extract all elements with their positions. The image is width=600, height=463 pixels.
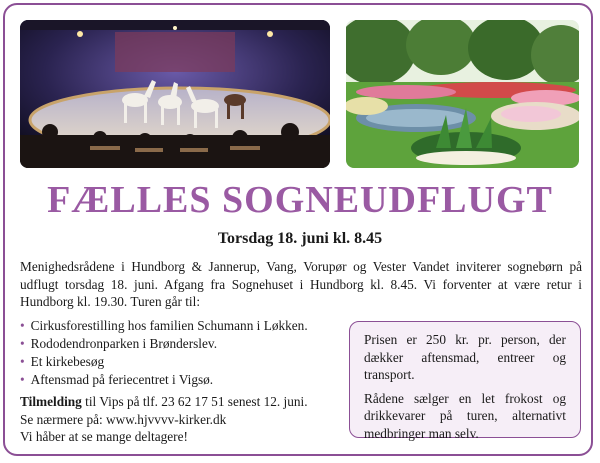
- website-link[interactable]: Se nærmere på: www.hjvvvv-kirker.dk: [20, 411, 227, 427]
- list-item: • Et kirkebesøg: [20, 353, 308, 371]
- list-item: • Cirkusforestilling hos familien Schumann i Løkken.: [20, 317, 308, 335]
- event-date: Torsdag 18. juni kl. 8.45: [217, 230, 383, 247]
- page-title: FÆLLES SOGNEUDFLUGT: [47, 179, 553, 221]
- list-item: • Aftensmad på feriecentret i Vigsø.: [20, 371, 308, 389]
- rhododendron-park-photo: [346, 20, 579, 168]
- list-item: • Rododendronparken i Brønderslev.: [20, 335, 308, 353]
- price-info-box: [349, 321, 581, 441]
- intro-paragraph: Menighedsrådene i Hundborg & Jannerup, Vang, Vorupør og Vester Vandet inviterer sognebørn på udflugt torsdag 18. juni. Afgang fra Sognehuset i Hundborg kl. 8.45. Vi forventer at være retur i Hundborg kl. 19.30. Turen går til:: [20, 259, 582, 309]
- signup-text: til Vips på tlf. 23 62 17 51 senest 12. juni.: [81, 394, 308, 409]
- signup-label: Tilmelding: [20, 394, 82, 409]
- closing-text: Vi håber at se mange deltagere!: [20, 429, 188, 444]
- signup-line: [20, 393, 340, 411]
- circus-horses-photo: [20, 20, 330, 168]
- lunch-text: Rådene sælger en let frokost og drikkevarer på turen, alternativt medbringer man selv.: [364, 390, 566, 441]
- price-text: Prisen er 250 kr. pr. person, der dækker aftensmad, entreer og transport.: [364, 332, 566, 382]
- signup-info: [20, 393, 340, 446]
- itinerary-list: [20, 317, 308, 389]
